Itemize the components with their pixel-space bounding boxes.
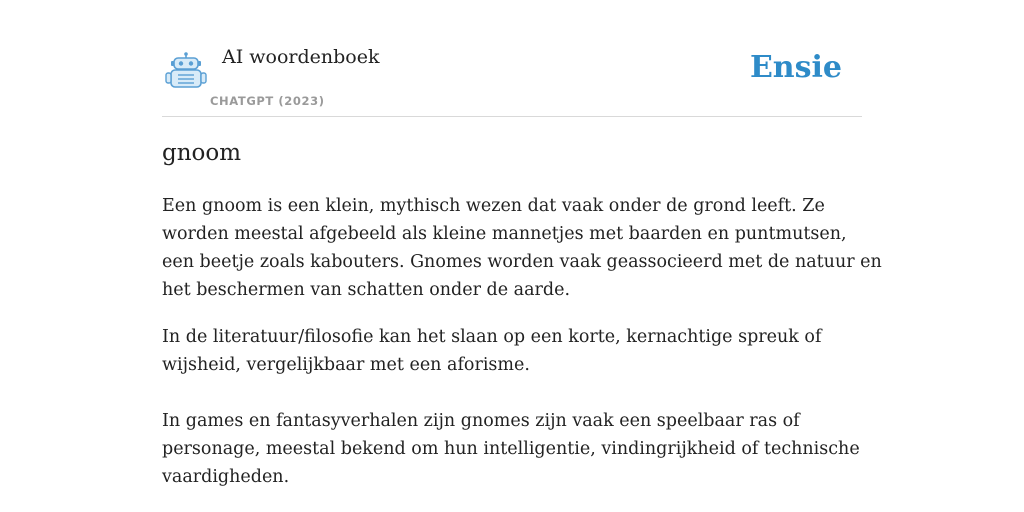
definition-paragraph: In games en fantasyverhalen zijn gnomes zijn vaak een speelbaar ras of personage, meestal bekend om hun intelligentie, vindingrijkheid of technische vaardigheden.: [162, 411, 860, 487]
entry-definition: [162, 192, 882, 491]
source-title[interactable]: AI woordenboek: [222, 46, 380, 68]
definition-paragraph: In de literatuur/filosofie kan het slaan op een korte, kernachtige spreuk of wijsheid, vergelijkbaar met een aforisme.: [162, 327, 822, 375]
source-meta: CHATGPT (2023): [210, 94, 325, 108]
source-header: [162, 40, 862, 117]
entry-term: gnoom: [162, 140, 242, 166]
definition-paragraph: Een gnoom is een klein, mythisch wezen dat vaak onder de grond leeft. Ze worden meestal afgebeeld als kleine mannetjes met baarden en puntmutsen, een beetje zoals kabouters. Gnomes worden vaak geassocieerd met de natuur en het beschermen van schatten onder de aarde.: [162, 196, 882, 300]
brand-logo[interactable]: Ensie: [749, 50, 842, 85]
robot-icon: [165, 52, 207, 90]
